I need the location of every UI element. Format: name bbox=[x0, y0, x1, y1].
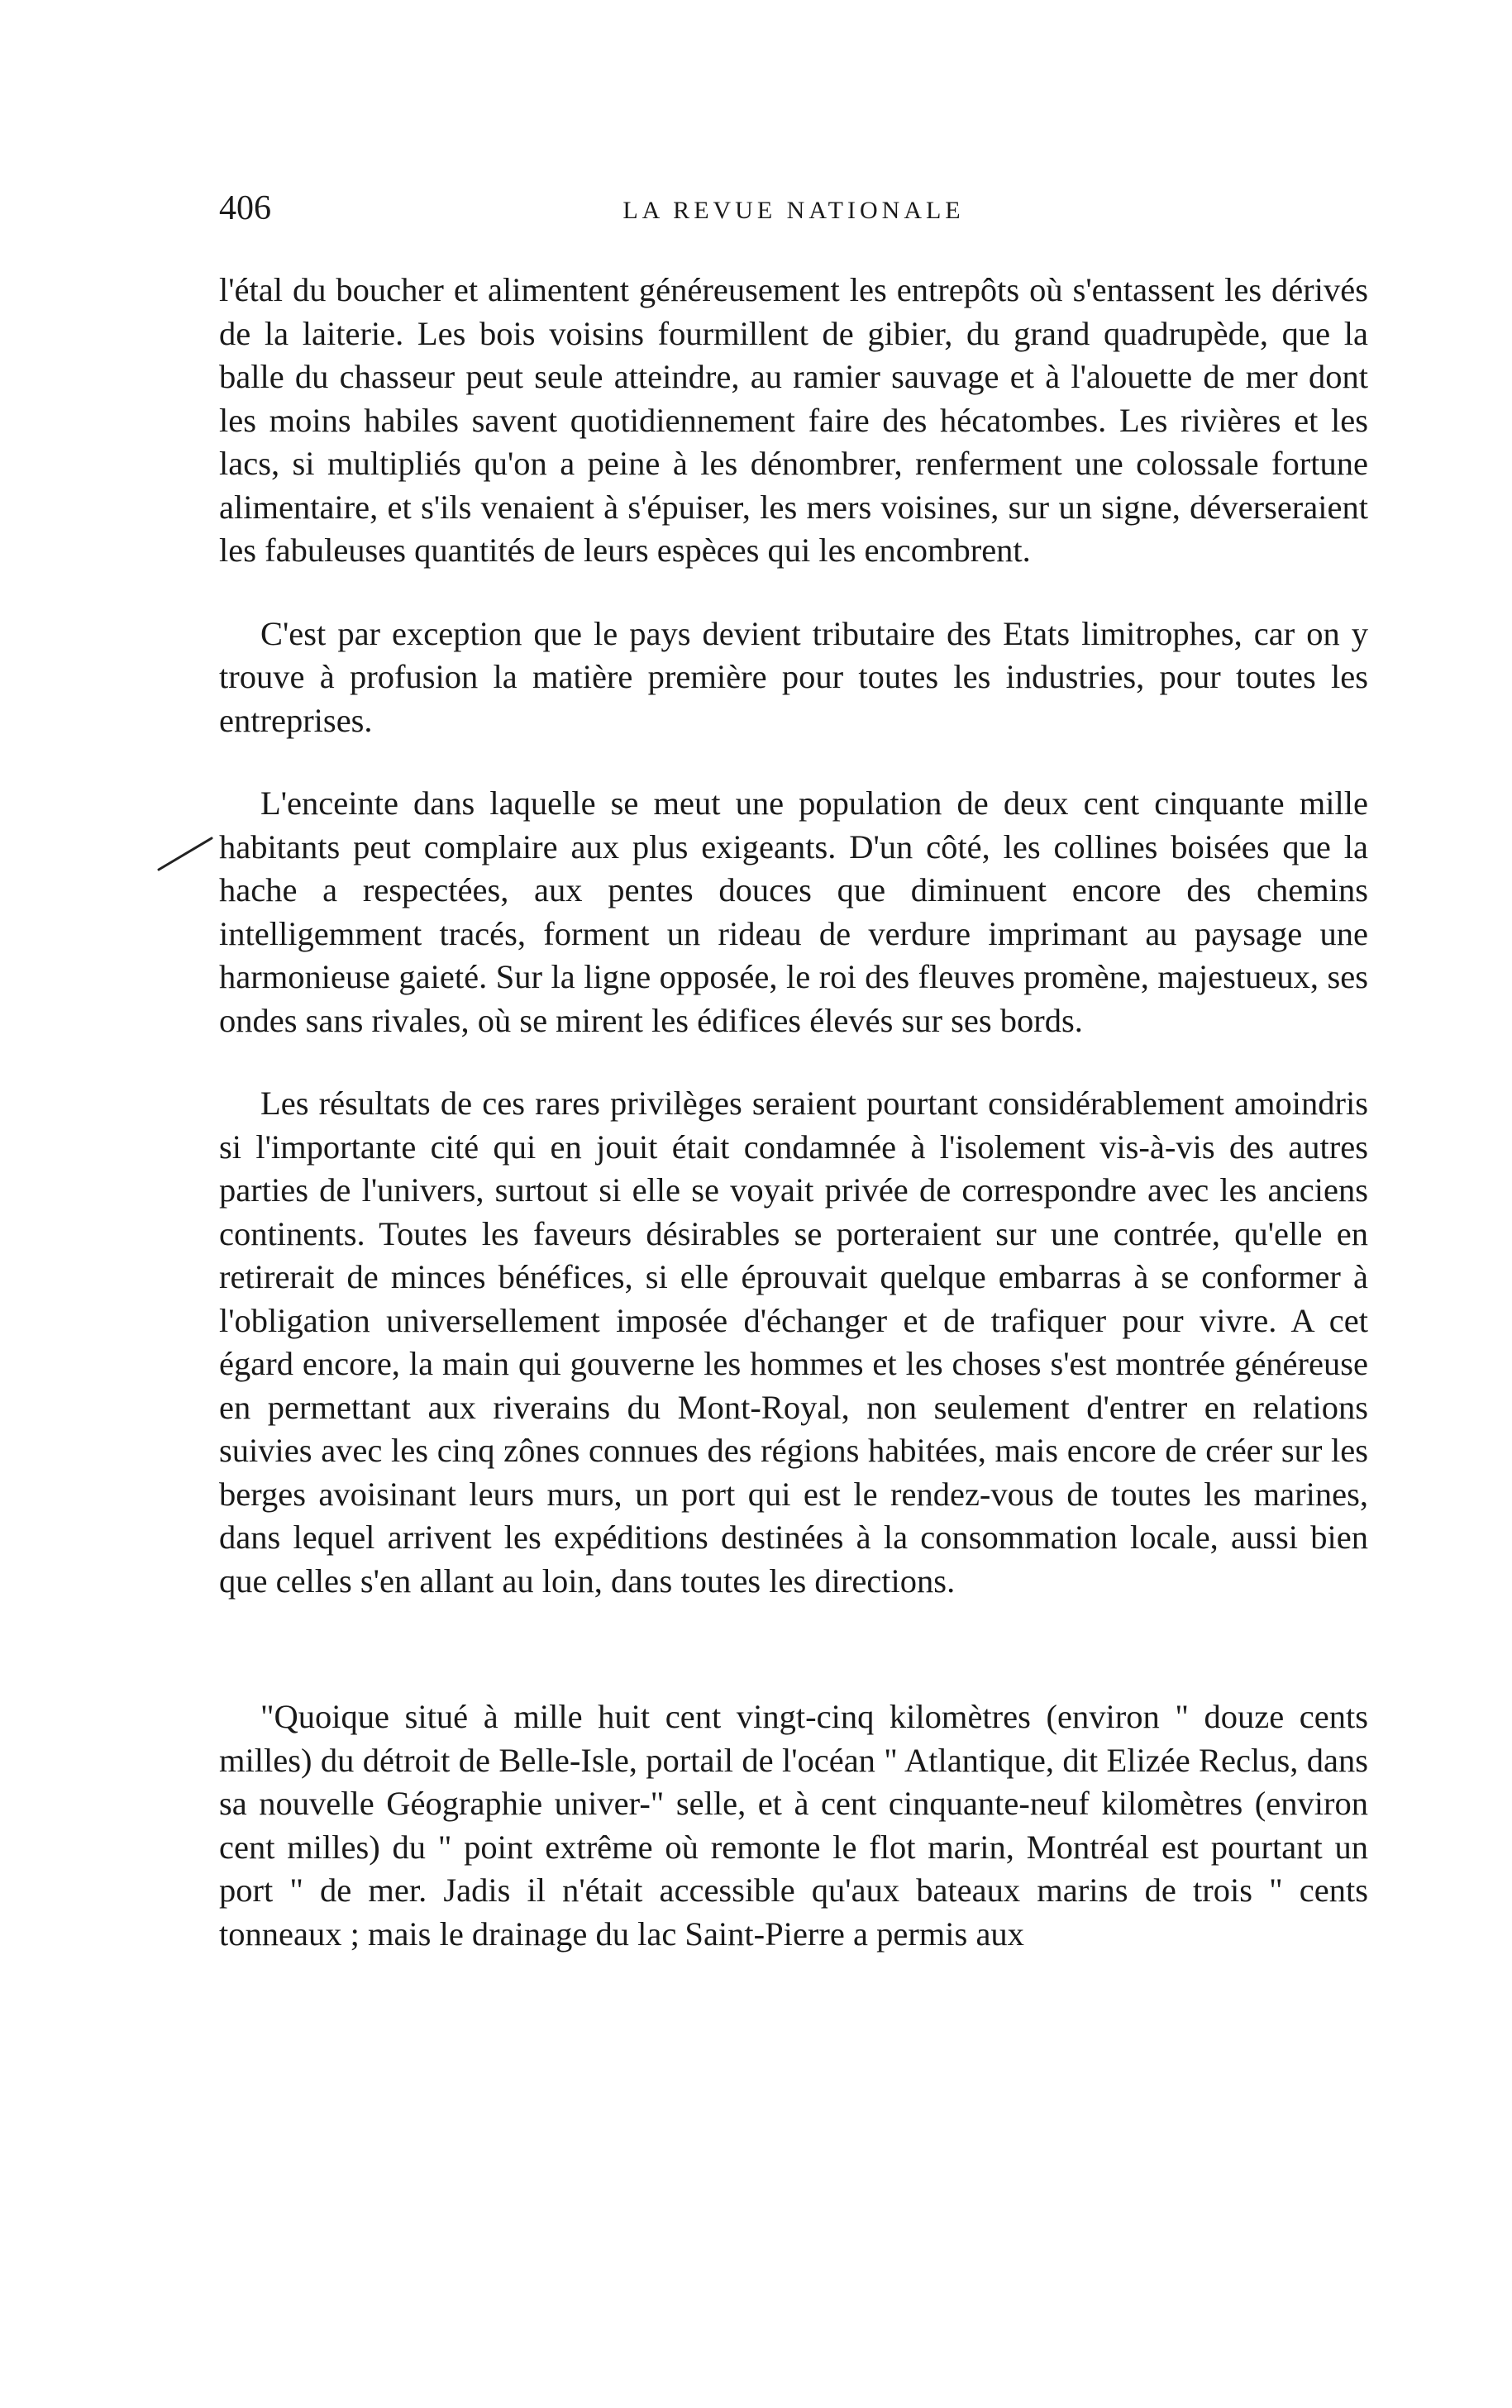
paragraph-1: l'étal du boucher et alimentent généreusement les entrepôts où s'entassent les dérivés de la laiterie. Les bois voisins fourmillent de gibier, du grand quadrupède, que la balle du chasseur peut seule atteindre, au ramier sauvage et à l'alouette de mer dont les moins habiles savent quotidiennement faire des hécatombes. Les rivières et les lacs, si multipliés qu'on a peine à les dénombrer, renferment une colossale fortune alimentaire, et s'ils venaient à s'épuiser, les mers voisines, sur un signe, déverseraient les fabuleuses quantités de leurs espèces qui les encombrent. bbox=[219, 271, 1368, 569]
page-number: 406 bbox=[219, 189, 271, 227]
running-head: LA REVUE NATIONALE bbox=[622, 197, 965, 224]
paragraph-2: C'est par exception que le pays devient tributaire des Etats limitrophes, car on y trouve à profusion la matière première pour toutes les industries, pour toutes les entreprises. bbox=[219, 614, 1368, 739]
paragraph-4: Les résultats de ces rares privilèges seraient pourtant considérablement amoindris si l'importante cité qui en jouit était condamnée à l'isolement vis-à-vis des autres parties de l'univers, surtout si elle se voyait privée de correspondre avec les anciens continents. Toutes les faveurs désirables se porteraient sur une contrée, qu'elle en retirerait de minces bénéfices, si elle éprouvait quelque embarras à se conformer à l'obligation universellement imposée d'échanger et de trafiquer pour vivre. A cet égard encore, la main qui gouverne les hommes et les choses s'est montrée généreuse en permettant aux riverains du Mont-Royal, non seulement d'entrer en relations suivies avec les cinq zônes connues des régions habitées, mais encore de créer sur les berges avoisinant leurs murs, un port qui est le rendez-vous de toutes les marines, dans lequel arrivent les expéditions destinées à la consommation locale, aussi bien que celles s'en allant au loin, dans toutes les directions. bbox=[219, 1085, 1368, 1600]
paragraph-3: L'enceinte dans laquelle se meut une population de deux cent cinquante mille habitants peut complaire aux plus exigeants. D'un côté, les collines boisées que la hache a respectées, aux pentes douces que diminuent encore des chemins intelligemment tracés, forment un rideau de verdure imprimant au paysage une harmonieuse gaieté. Sur la ligne opposée, le roi des fleuves promène, majestueux, ses ondes sans rivales, où se mirent les édifices élevés sur ses bords. bbox=[219, 784, 1368, 1039]
book-page bbox=[219, 186, 1368, 1956]
quotation-paragraph: "Quoique situé à mille huit cent vingt-cinq kilomètres (environ " douze cents milles) du détroit de Belle-Isle, portail de l'océan " Atlantique, dit Elizée Reclus, dans sa nouvelle Géographie univer-" selle, et à cent cinquante-neuf kilomètres (environ cent milles) du " point extrême où remonte le flot marin, Montréal est pourtant un port " de mer. Jadis il n'était accessible qu'aux bateaux marins de trois " cents tonneaux ; mais le drainage du lac Saint-Pierre a permis aux bbox=[219, 1698, 1368, 1953]
handwritten-margin-mark bbox=[157, 835, 215, 876]
page-header bbox=[219, 186, 1368, 236]
